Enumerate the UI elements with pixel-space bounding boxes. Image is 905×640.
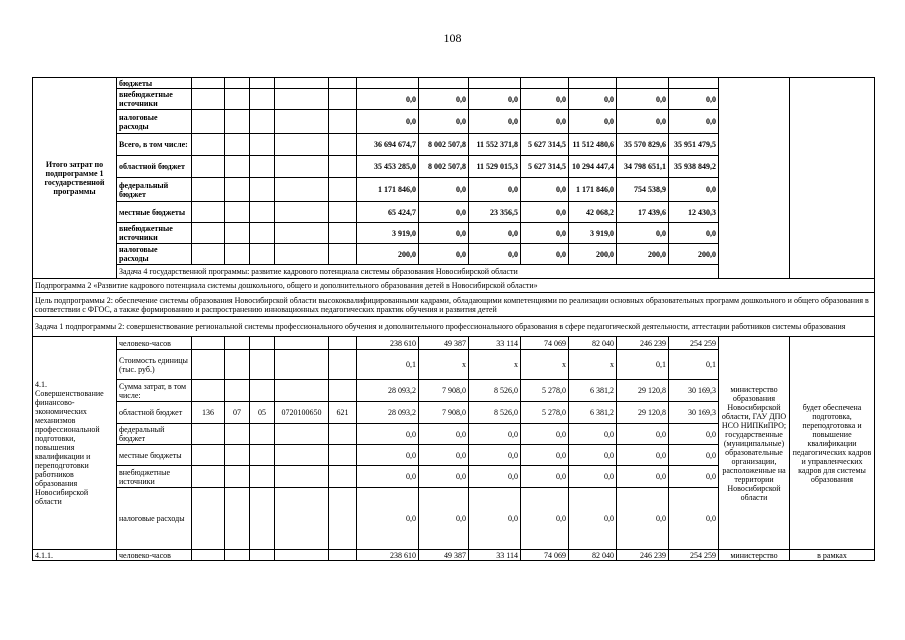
table-cell: 3 919,0 <box>569 223 617 244</box>
table-cell: 8 002 507,8 <box>419 156 469 178</box>
table-cell <box>250 380 275 402</box>
table-cell <box>329 337 357 350</box>
subprogram2-heading: Подпрограмма 2 «Развитие кадрового потенциала системы дошкольного, общего и дополнительного образования детей в Новосибирской области» <box>33 279 875 293</box>
table-cell: 36 694 674,7 <box>357 134 419 156</box>
table-cell: 33 114 <box>469 337 521 350</box>
table-cell <box>250 350 275 380</box>
table-cell <box>225 134 250 156</box>
table-cell <box>250 244 275 265</box>
table-cell: 200,0 <box>569 244 617 265</box>
table-cell <box>275 424 329 445</box>
table-cell <box>250 337 275 350</box>
table-cell <box>419 78 469 89</box>
code-subsection: 05 <box>250 402 275 424</box>
table-cell <box>192 156 225 178</box>
table-cell: 0,0 <box>419 244 469 265</box>
table-cell: местные бюджеты <box>117 445 192 466</box>
table-cell <box>225 488 250 550</box>
table-cell: 0,0 <box>357 445 419 466</box>
table-cell: 23 356,5 <box>469 202 521 223</box>
table-cell <box>225 350 250 380</box>
table-cell: 49 387 <box>419 337 469 350</box>
table-cell: 0,0 <box>419 466 469 488</box>
table-cell: Сумма затрат, в том числе: <box>117 380 192 402</box>
table-cell <box>275 78 329 89</box>
table-cell <box>275 337 329 350</box>
table-cell <box>329 466 357 488</box>
table-cell: 0,0 <box>469 466 521 488</box>
table-cell: 0,0 <box>469 445 521 466</box>
table-cell: 1 171 846,0 <box>569 178 617 202</box>
table-cell <box>275 350 329 380</box>
table-cell <box>275 89 329 110</box>
table-cell: 35 570 829,6 <box>617 134 669 156</box>
table-cell: 0,0 <box>669 223 719 244</box>
table-cell <box>275 244 329 265</box>
table-cell: 8 526,0 <box>469 402 521 424</box>
table-cell <box>275 488 329 550</box>
table-cell <box>329 350 357 380</box>
table-row <box>33 293 875 317</box>
table-cell <box>521 78 569 89</box>
table-cell <box>192 244 225 265</box>
table-cell <box>275 156 329 178</box>
table-cell: 0,0 <box>669 488 719 550</box>
table-cell: 34 798 651,1 <box>617 156 669 178</box>
table-body <box>33 78 875 561</box>
table-cell: 254 259 <box>669 550 719 561</box>
table-cell <box>225 202 250 223</box>
table-cell <box>225 223 250 244</box>
code-section: 07 <box>225 402 250 424</box>
table-cell <box>250 178 275 202</box>
table-cell <box>192 89 225 110</box>
table-cell <box>719 78 790 279</box>
table-cell: 7 908,0 <box>419 402 469 424</box>
table-cell: 74 069 <box>521 337 569 350</box>
item41-name: 4.1. Совершенствование финансово-экономических механизмов профессиональной подготовки, повышения квалификации и переподготовки работников образования Новосибирской области <box>33 337 117 550</box>
table-cell <box>329 156 357 178</box>
subprogram1-total-label: Итого затрат по подпрограмме 1 государственной программы <box>33 78 117 279</box>
table-cell: 30 169,3 <box>669 402 719 424</box>
table-cell: Стоимость единицы (тыс. руб.) <box>117 350 192 380</box>
table-cell <box>250 110 275 134</box>
table-cell: 0,0 <box>419 110 469 134</box>
table-cell: 0,0 <box>469 488 521 550</box>
table-cell <box>192 488 225 550</box>
table-cell: 0,0 <box>521 89 569 110</box>
goal2-heading: Цель подпрограммы 2: обеспечение системы образования Новосибирской области высококвалифицированными кадрами, обладающими компетенциями по реализации основных образовательных программ дошкольного и общего образования в соответствии с ФГОС, а также формированию и распространению инновационных педагогических практик обучения и развития детей <box>33 293 875 317</box>
table-cell: 35 453 285,0 <box>357 156 419 178</box>
table-cell: 0,0 <box>617 223 669 244</box>
table-cell: 5 278,0 <box>521 402 569 424</box>
table-cell: 0,0 <box>669 466 719 488</box>
table-cell <box>275 202 329 223</box>
table-cell: человеко-часов <box>117 337 192 350</box>
table-cell: 11 512 480,6 <box>569 134 617 156</box>
table-cell: 11 552 371,8 <box>469 134 521 156</box>
table-cell: 0,0 <box>419 202 469 223</box>
table-cell <box>225 89 250 110</box>
table-cell: 0,0 <box>419 89 469 110</box>
table-cell: 246 239 <box>617 550 669 561</box>
table-cell: 0,0 <box>419 424 469 445</box>
table-row <box>33 279 875 293</box>
table-cell: 200,0 <box>357 244 419 265</box>
table-cell: 1 171 846,0 <box>357 178 419 202</box>
table-cell <box>329 380 357 402</box>
table-cell: 0,0 <box>419 445 469 466</box>
table-cell: 0,0 <box>469 223 521 244</box>
table-cell: 0,0 <box>469 110 521 134</box>
table-cell: 238 610 <box>357 337 419 350</box>
table-cell: 0,0 <box>617 424 669 445</box>
table-cell: областной бюджет <box>117 402 192 424</box>
table-cell: 0,0 <box>521 466 569 488</box>
row-label: внебюджетные источники <box>117 89 192 110</box>
table-cell: 0,0 <box>521 445 569 466</box>
table-cell <box>192 337 225 350</box>
table-cell: 0,0 <box>521 110 569 134</box>
table-cell <box>329 550 357 561</box>
table-cell <box>329 244 357 265</box>
table-cell <box>250 78 275 89</box>
table-cell: 0,0 <box>521 488 569 550</box>
table-cell: 254 259 <box>669 337 719 350</box>
table-cell: 0,0 <box>569 445 617 466</box>
table-cell: 0,0 <box>617 466 669 488</box>
table-cell <box>250 488 275 550</box>
table-cell <box>192 424 225 445</box>
table-cell: 82 040 <box>569 550 617 561</box>
table-row <box>33 78 875 89</box>
table-cell: x <box>569 350 617 380</box>
table-cell: 5 627 314,5 <box>521 134 569 156</box>
table-cell <box>329 89 357 110</box>
table-cell <box>250 466 275 488</box>
table-cell: 0,0 <box>357 466 419 488</box>
table-cell: 0,0 <box>469 424 521 445</box>
table-cell <box>275 550 329 561</box>
table-cell <box>329 110 357 134</box>
table-cell <box>225 380 250 402</box>
table-cell: 8 526,0 <box>469 380 521 402</box>
table-cell: 49 387 <box>419 550 469 561</box>
table-cell <box>225 424 250 445</box>
table-cell: 82 040 <box>569 337 617 350</box>
table-cell: 0,0 <box>569 89 617 110</box>
table-cell: 10 294 447,4 <box>569 156 617 178</box>
table-cell <box>329 424 357 445</box>
table-cell <box>329 488 357 550</box>
table-cell: 0,0 <box>469 89 521 110</box>
table-cell: 0,0 <box>521 202 569 223</box>
table-cell: 35 938 849,2 <box>669 156 719 178</box>
table-cell: 754 538,9 <box>617 178 669 202</box>
table-cell: 5 278,0 <box>521 380 569 402</box>
table-row <box>33 265 875 279</box>
table-cell: налоговые расходы <box>117 488 192 550</box>
table-cell: 5 627 314,5 <box>521 156 569 178</box>
table-cell: 0,0 <box>669 445 719 466</box>
table-cell <box>329 134 357 156</box>
table-cell: 3 919,0 <box>357 223 419 244</box>
table-cell <box>250 445 275 466</box>
table-cell <box>250 156 275 178</box>
table-cell: 29 120,8 <box>617 402 669 424</box>
table-row <box>33 550 875 561</box>
table-cell: 0,0 <box>521 178 569 202</box>
table-cell: федеральный бюджет <box>117 424 192 445</box>
table-cell: 0,1 <box>617 350 669 380</box>
table-cell <box>617 78 669 89</box>
table-cell <box>250 424 275 445</box>
table-cell: 12 430,3 <box>669 202 719 223</box>
table-cell <box>250 89 275 110</box>
table-cell: 200,0 <box>669 244 719 265</box>
table-cell: 0,0 <box>669 89 719 110</box>
table-cell: 0,0 <box>419 488 469 550</box>
table-cell <box>569 78 617 89</box>
table-cell <box>225 156 250 178</box>
table-cell: x <box>419 350 469 380</box>
table-cell <box>225 550 250 561</box>
table-cell <box>469 78 521 89</box>
table-cell: 33 114 <box>469 550 521 561</box>
table-cell <box>192 380 225 402</box>
table-cell: 0,0 <box>617 110 669 134</box>
row-label: бюджеты <box>117 78 192 89</box>
table-cell <box>192 110 225 134</box>
table-cell: 0,0 <box>569 466 617 488</box>
table-cell <box>329 202 357 223</box>
item411-name: 4.1.1. <box>33 550 117 561</box>
table-cell: x <box>521 350 569 380</box>
table-cell <box>329 223 357 244</box>
table-cell: 0,0 <box>357 89 419 110</box>
table-cell: Всего, в том числе: <box>117 134 192 156</box>
table-cell: 0,0 <box>569 110 617 134</box>
table-cell <box>275 178 329 202</box>
table-cell: 0,0 <box>521 424 569 445</box>
table-cell <box>250 550 275 561</box>
table-cell: налоговые расходы <box>117 244 192 265</box>
table-cell: x <box>469 350 521 380</box>
table-cell: 74 069 <box>521 550 569 561</box>
table-cell: 238 610 <box>357 550 419 561</box>
table-cell: 0,0 <box>419 223 469 244</box>
task4-heading: Задача 4 государственной программы: развитие кадрового потенциала системы образования Новосибирской области <box>117 265 875 279</box>
task1-sub2-heading: Задача 1 подпрограммы 2: совершенствование региональной системы профессионального обучения и дополнительного профессионального образования в сфере педагогической деятельности, аттестации работников системы образования <box>33 317 875 337</box>
table-cell: областной бюджет <box>117 156 192 178</box>
table-cell: местные бюджеты <box>117 202 192 223</box>
table-cell: 65 424,7 <box>357 202 419 223</box>
table-cell: 0,0 <box>569 488 617 550</box>
item411-executor: министерство <box>719 550 790 561</box>
table-cell: 28 093,2 <box>357 402 419 424</box>
table-cell: 0,0 <box>569 424 617 445</box>
table-cell <box>329 445 357 466</box>
table-cell: 0,0 <box>617 89 669 110</box>
table-cell <box>192 202 225 223</box>
table-cell <box>275 223 329 244</box>
table-cell: 0,1 <box>669 350 719 380</box>
table-cell <box>192 134 225 156</box>
table-cell: 6 381,2 <box>569 380 617 402</box>
table-cell <box>250 223 275 244</box>
table-cell <box>790 78 875 279</box>
page-number: 108 <box>443 31 462 45</box>
table-cell <box>225 178 250 202</box>
table-cell <box>329 178 357 202</box>
table-cell <box>192 223 225 244</box>
table-cell: 0,0 <box>357 488 419 550</box>
table-cell: 17 439,6 <box>617 202 669 223</box>
table-cell: 0,0 <box>669 424 719 445</box>
item41-result: будет обеспечена подготовка, переподготовка и повышение квалификации педагогических кадров и управленческих кадров для системы образования <box>790 337 875 550</box>
table-cell: 7 908,0 <box>419 380 469 402</box>
table-cell: 0,0 <box>521 244 569 265</box>
table-cell <box>357 78 419 89</box>
table-cell: 8 002 507,8 <box>419 134 469 156</box>
table-cell: 0,0 <box>419 178 469 202</box>
table-cell: 0,0 <box>669 178 719 202</box>
table-cell: 35 951 479,5 <box>669 134 719 156</box>
table-row <box>33 317 875 337</box>
table-cell <box>275 445 329 466</box>
table-cell: 0,0 <box>357 110 419 134</box>
table-cell <box>192 445 225 466</box>
table-cell <box>275 380 329 402</box>
table-cell <box>669 78 719 89</box>
table-cell <box>250 134 275 156</box>
table-cell: 42 068,2 <box>569 202 617 223</box>
table-cell <box>225 110 250 134</box>
table-cell: 11 529 015,3 <box>469 156 521 178</box>
table-cell: 30 169,3 <box>669 380 719 402</box>
code-ministry: 136 <box>192 402 225 424</box>
table-cell <box>329 78 357 89</box>
table-cell: 0,0 <box>469 178 521 202</box>
table-cell: 0,0 <box>669 110 719 134</box>
table-cell: внебюджетные источники <box>117 223 192 244</box>
table-cell: 200,0 <box>617 244 669 265</box>
table-cell: федеральный бюджет <box>117 178 192 202</box>
code-target: 0720100650 <box>275 402 329 424</box>
table-row <box>33 337 875 350</box>
table-cell <box>225 244 250 265</box>
table-cell: 0,0 <box>617 488 669 550</box>
table-cell: 0,0 <box>617 445 669 466</box>
table-cell: 246 239 <box>617 337 669 350</box>
table-cell: человеко-часов <box>117 550 192 561</box>
table-cell <box>192 78 225 89</box>
table-cell <box>225 445 250 466</box>
table-cell <box>225 78 250 89</box>
table-cell: 0,0 <box>357 424 419 445</box>
table-cell <box>192 550 225 561</box>
table-cell <box>275 466 329 488</box>
budget-table <box>32 77 875 561</box>
code-expense: 621 <box>329 402 357 424</box>
table-cell <box>275 134 329 156</box>
table-cell <box>192 466 225 488</box>
table-cell <box>250 202 275 223</box>
table-cell: 0,0 <box>521 223 569 244</box>
table-cell <box>225 337 250 350</box>
item411-result: в рамках <box>790 550 875 561</box>
table-cell <box>225 466 250 488</box>
row-label: налоговые расходы <box>117 110 192 134</box>
table-cell: 0,0 <box>469 244 521 265</box>
item41-executor: министерство образования Новосибирской области, ГАУ ДПО НСО НИПКиПРО; государственные (муниципальные) образовательные организации, расположенные на территории Новосибирской области <box>719 337 790 550</box>
table-cell: внебюджетные источники <box>117 466 192 488</box>
table-cell: 6 381,2 <box>569 402 617 424</box>
table-cell: 0,1 <box>357 350 419 380</box>
table-cell <box>192 178 225 202</box>
table-cell: 28 093,2 <box>357 380 419 402</box>
table-cell <box>275 110 329 134</box>
table-cell <box>192 350 225 380</box>
table-cell: 29 120,8 <box>617 380 669 402</box>
